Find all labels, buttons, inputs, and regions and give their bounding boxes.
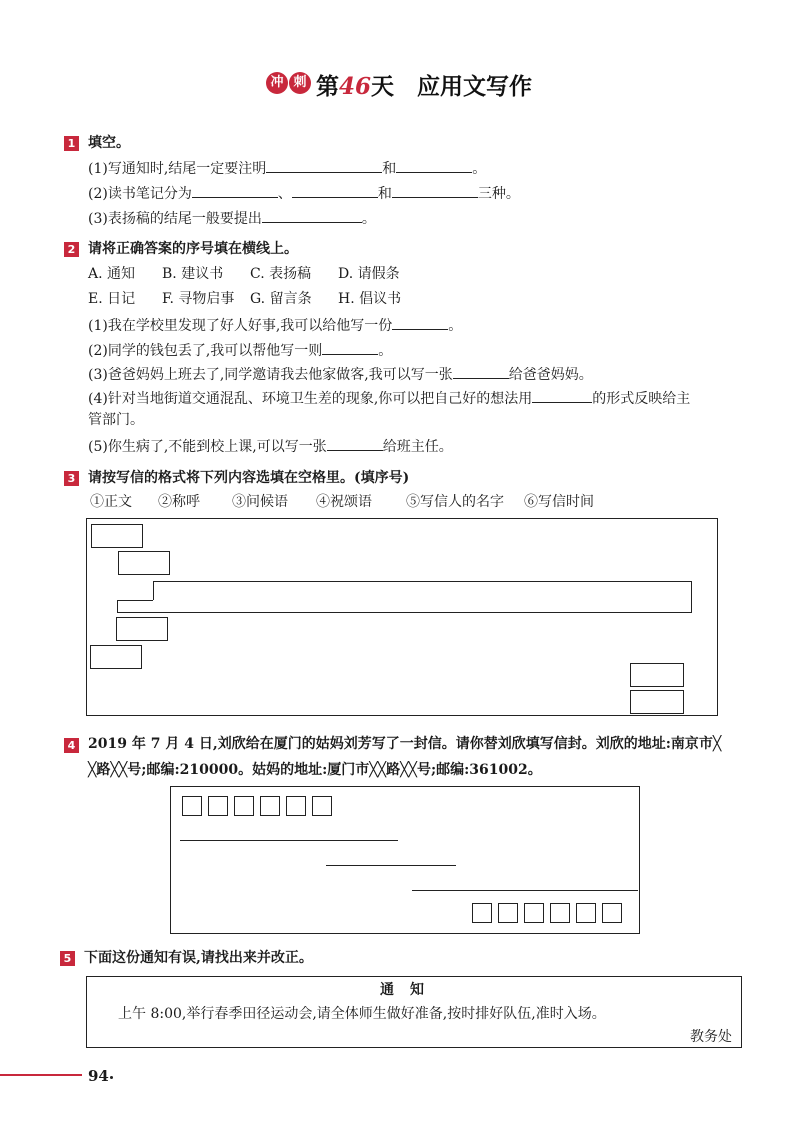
q1-line1 bbox=[88, 158, 486, 178]
postcode-box-recipient-4[interactable] bbox=[260, 796, 280, 816]
q2-s4-text-b: 的形式反映给主 bbox=[592, 391, 691, 407]
q2-s4-text-a: (4)针对当地街道交通混乱、环境卫生差的现象,你可以把自己好的想法用 bbox=[88, 391, 533, 407]
q2-s2-text-b: 。 bbox=[378, 343, 393, 359]
q2-blank-5[interactable] bbox=[327, 436, 383, 451]
question-number-2: 2 bbox=[64, 242, 79, 257]
q1-line1-text-b: 和 bbox=[382, 161, 397, 177]
q2-option-g: G. 留言条 bbox=[250, 291, 312, 307]
postcode-box-sender-1[interactable] bbox=[472, 903, 492, 923]
q1-blank-1[interactable] bbox=[266, 158, 382, 173]
postcode-box-sender-3[interactable] bbox=[524, 903, 544, 923]
letter-format-frame bbox=[86, 518, 718, 716]
q1-blank-4[interactable] bbox=[292, 183, 378, 198]
q2-blank-4[interactable] bbox=[532, 388, 592, 403]
postcode-box-sender-4[interactable] bbox=[550, 903, 570, 923]
q2-s3-text-b: 给爸爸妈妈。 bbox=[508, 367, 593, 383]
footer-rule bbox=[0, 1074, 82, 1076]
letter-slot-2[interactable] bbox=[118, 551, 170, 575]
q4-line2: ╳路╳╳号;邮编:210000。姑妈的地址:厦门市╳╳路╳╳号;邮编:361002。 bbox=[88, 762, 542, 778]
q2-option-h: H. 倡议书 bbox=[338, 291, 402, 307]
postcode-box-recipient-5[interactable] bbox=[286, 796, 306, 816]
q2-s1-text-b: 。 bbox=[448, 318, 463, 334]
q2-sentence-1 bbox=[88, 315, 462, 335]
recipient-address-line[interactable] bbox=[180, 840, 398, 841]
sender-address-line[interactable] bbox=[412, 890, 638, 891]
notice-title: 通 知 bbox=[380, 982, 425, 998]
q3-option-3: ③问候语 bbox=[232, 494, 288, 510]
question-number-5: 5 bbox=[60, 951, 75, 966]
title-suffix: 天 应用文写作 bbox=[371, 73, 533, 100]
q1-blank-3[interactable] bbox=[192, 183, 278, 198]
letter-slot-1[interactable] bbox=[91, 524, 143, 548]
q3-option-2: ②称呼 bbox=[158, 494, 200, 510]
q2-option-e: E. 日记 bbox=[88, 291, 136, 307]
page-number: 94 bbox=[88, 1067, 109, 1085]
q2-option-c: C. 表扬稿 bbox=[250, 266, 312, 282]
recipient-name-line[interactable] bbox=[326, 865, 456, 866]
q1-line1-text-a: (1)写通知时,结尾一定要注明 bbox=[88, 161, 267, 177]
question-number-3: 3 bbox=[64, 471, 79, 486]
page-number-dot bbox=[110, 1076, 113, 1079]
q1-line2-text-a: (2)读书笔记分为 bbox=[88, 186, 192, 202]
q2-blank-1[interactable] bbox=[392, 315, 448, 330]
q2-blank-2[interactable] bbox=[322, 340, 378, 355]
q5-heading: 下面这份通知有误,请找出来并改正。 bbox=[84, 950, 313, 966]
q3-option-6: ⑥写信时间 bbox=[524, 494, 594, 510]
q1-line2-text-c: 和 bbox=[377, 186, 392, 202]
q1-heading: 填空。 bbox=[88, 135, 130, 151]
letter-slot-4[interactable] bbox=[116, 617, 168, 641]
q2-sentence-5 bbox=[88, 436, 453, 456]
q2-s2-text-a: (2)同学的钱包丢了,我可以帮他写一则 bbox=[88, 343, 323, 359]
q3-option-5: ⑤写信人的名字 bbox=[406, 494, 504, 510]
postcode-box-recipient-6[interactable] bbox=[312, 796, 332, 816]
q2-option-a: A. 通知 bbox=[88, 266, 136, 282]
q3-option-4: ④祝颂语 bbox=[316, 494, 372, 510]
q1-blank-5[interactable] bbox=[392, 183, 478, 198]
q2-option-f: F. 寻物启事 bbox=[162, 291, 235, 307]
title-prefix: 第 bbox=[316, 73, 339, 100]
postcode-box-sender-2[interactable] bbox=[498, 903, 518, 923]
q1-blank-6[interactable] bbox=[262, 208, 362, 223]
q2-s5-text-a: (5)你生病了,不能到校上课,可以写一张 bbox=[88, 439, 327, 455]
letter-slot-5[interactable] bbox=[90, 645, 142, 669]
q1-line2-text-d: 三种。 bbox=[477, 186, 520, 202]
q4-line1: 2019 年 7 月 4 日,刘欣给在厦门的姑妈刘芳写了一封信。请你替刘欣填写信封。刘欣的地址:南京市╳ bbox=[88, 736, 722, 752]
page-title bbox=[316, 68, 532, 101]
q1-line2 bbox=[88, 183, 520, 203]
letter-slot-7[interactable] bbox=[630, 690, 684, 714]
q2-s3-text-a: (3)爸爸妈妈上班去了,同学邀请我去他家做客,我可以写一张 bbox=[88, 367, 453, 383]
q2-s5-text-b: 给班主任。 bbox=[382, 439, 453, 455]
q3-heading: 请按写信的格式将下列内容选填在空格里。(填序号) bbox=[88, 470, 410, 486]
q1-line2-text-b: 、 bbox=[277, 186, 292, 202]
q2-sentence-3 bbox=[88, 364, 593, 384]
badge-ci: 刺 bbox=[289, 72, 311, 94]
q2-option-d: D. 请假条 bbox=[338, 266, 400, 282]
q2-sentence-2 bbox=[88, 340, 392, 360]
postcode-box-recipient-2[interactable] bbox=[208, 796, 228, 816]
question-number-4: 4 bbox=[64, 738, 79, 753]
q2-sentence-4 bbox=[88, 388, 690, 408]
q2-s1-text-a: (1)我在学校里发现了好人好事,我可以给他写一份 bbox=[88, 318, 393, 334]
title-day-number: 46 bbox=[339, 73, 372, 100]
q1-line3-text-b: 。 bbox=[361, 211, 376, 227]
q1-line3-text-a: (3)表扬稿的结尾一般要提出 bbox=[88, 211, 262, 227]
q1-line1-text-c: 。 bbox=[472, 161, 487, 177]
question-number-1: 1 bbox=[64, 136, 79, 151]
q2-blank-3[interactable] bbox=[453, 364, 509, 379]
postcode-box-recipient-1[interactable] bbox=[182, 796, 202, 816]
q3-option-1: ①正文 bbox=[90, 494, 132, 510]
postcode-box-sender-6[interactable] bbox=[602, 903, 622, 923]
letter-slot-6[interactable] bbox=[630, 663, 684, 687]
q1-line3 bbox=[88, 208, 376, 228]
q2-sentence-4-cont: 管部门。 bbox=[88, 412, 144, 428]
q2-option-b: B. 建议书 bbox=[162, 266, 224, 282]
postcode-box-sender-5[interactable] bbox=[576, 903, 596, 923]
notice-signature: 教务处 bbox=[690, 1029, 732, 1045]
badge-chong: 冲 bbox=[266, 72, 288, 94]
q1-blank-2[interactable] bbox=[396, 158, 472, 173]
notice-body: 上午 8:00,举行春季田径运动会,请全体师生做好准备,按时排好队伍,准时入场。 bbox=[118, 1006, 606, 1022]
q2-heading: 请将正确答案的序号填在横线上。 bbox=[88, 241, 298, 257]
postcode-box-recipient-3[interactable] bbox=[234, 796, 254, 816]
